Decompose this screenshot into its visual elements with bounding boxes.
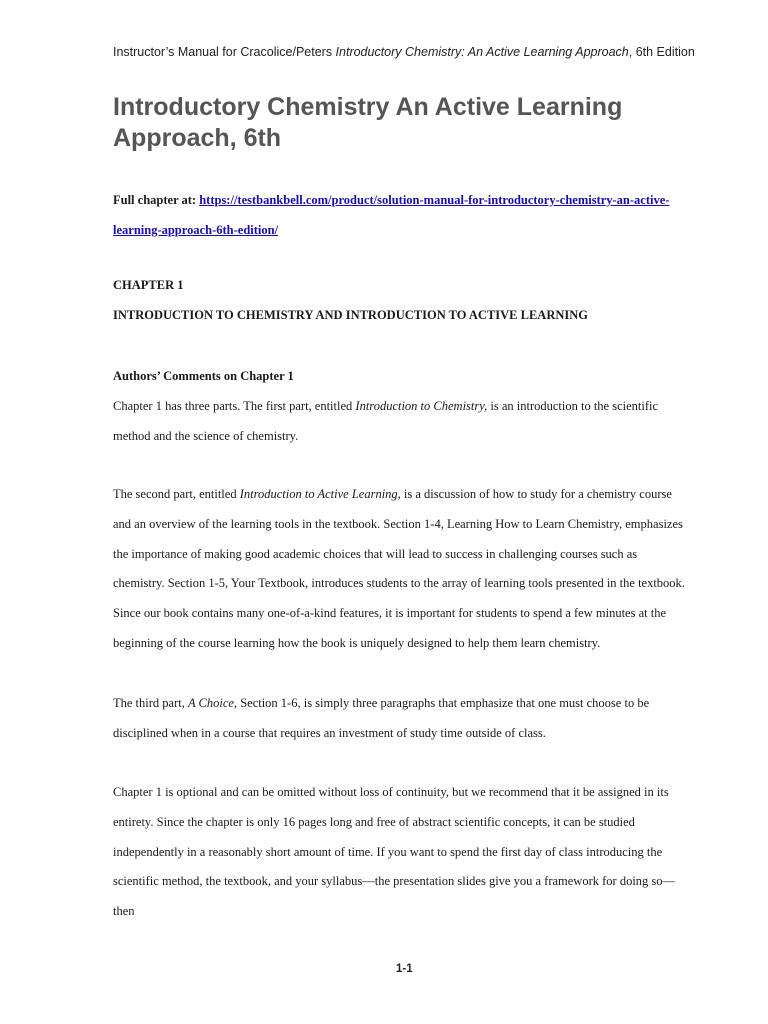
document-page bbox=[113, 0, 713, 1024]
paragraph-3-italic: A Choice, bbox=[187, 696, 238, 710]
chapter-label: CHAPTER 1 bbox=[113, 278, 184, 292]
paragraph-3-text-after: Section 1-6, is simply three paragraphs that emphasize that one must choose to be disciplined when in a course that requires an investment of study time outside of class. bbox=[113, 696, 650, 740]
paragraph-2-text-before: The second part, entitled bbox=[113, 487, 240, 501]
paragraph-2 bbox=[113, 480, 688, 659]
full-chapter-label: Full chapter at: bbox=[113, 193, 200, 207]
page-number: 1-1 bbox=[396, 963, 413, 975]
paragraph-2-italic: Introduction to Active Learning, bbox=[239, 487, 401, 501]
section-heading: Authors’ Comments on Chapter 1 bbox=[113, 369, 294, 383]
header-suffix: , 6th Edition bbox=[628, 45, 695, 59]
paragraph-1 bbox=[113, 392, 688, 452]
full-chapter-link[interactable]: https://testbankbell.com/product/solution-manual-for-introductory-chemistry-an-active-learning-approach-6th-edition/ bbox=[113, 193, 670, 237]
paragraph-3-text-before: The third part, bbox=[113, 696, 188, 710]
paragraph-1-text-before: Chapter 1 has three parts. The first part, entitled bbox=[113, 399, 356, 413]
paragraph-2-text-after: is a discussion of how to study for a chemistry course and an overview of the learning tools in the textbook. Section 1-4, Learning How to Learn Chemistry, emphasizes the importance of making good academic choices that will lead to success in challenging courses such as chemistry. Section 1-5, Your Textbook, introduces students to the array of learning tools presented in the textbook. Since our book contains many one-of-a-kind features, it is important for students to spend a few minutes at the beginning of the course learning how the book is uniquely designed to help them learn chemistry. bbox=[113, 487, 685, 650]
paragraph-1-italic: Introduction to Chemistry, bbox=[355, 399, 488, 413]
document-title: Introductory Chemistry An Active Learning Approach, 6th bbox=[113, 93, 623, 152]
running-header bbox=[113, 45, 713, 59]
chapter-title: INTRODUCTION TO CHEMISTRY AND INTRODUCTION TO ACTIVE LEARNING bbox=[113, 308, 588, 322]
paragraph-3 bbox=[113, 689, 688, 749]
paragraph-4: Chapter 1 is optional and can be omitted without loss of continuity, but we recommend that it be assigned in its entirety. Since the chapter is only 16 pages long and free of abstract scientific concepts, it can be studied independently in a reasonably short amount of time. If you want to spend the first day of class introducing the scientific method, the textbook, and your syllabus—the presentation slides give you a framework for doing so—then bbox=[113, 785, 676, 919]
paragraph-1-text-after: is an introduction to the scientific method and the science of chemistry. bbox=[113, 399, 659, 443]
header-book-title: Introductory Chemistry: An Active Learning Approach bbox=[335, 45, 629, 59]
full-chapter-line bbox=[113, 185, 713, 245]
header-prefix: Instructor’s Manual for Cracolice/Peters bbox=[113, 45, 336, 59]
